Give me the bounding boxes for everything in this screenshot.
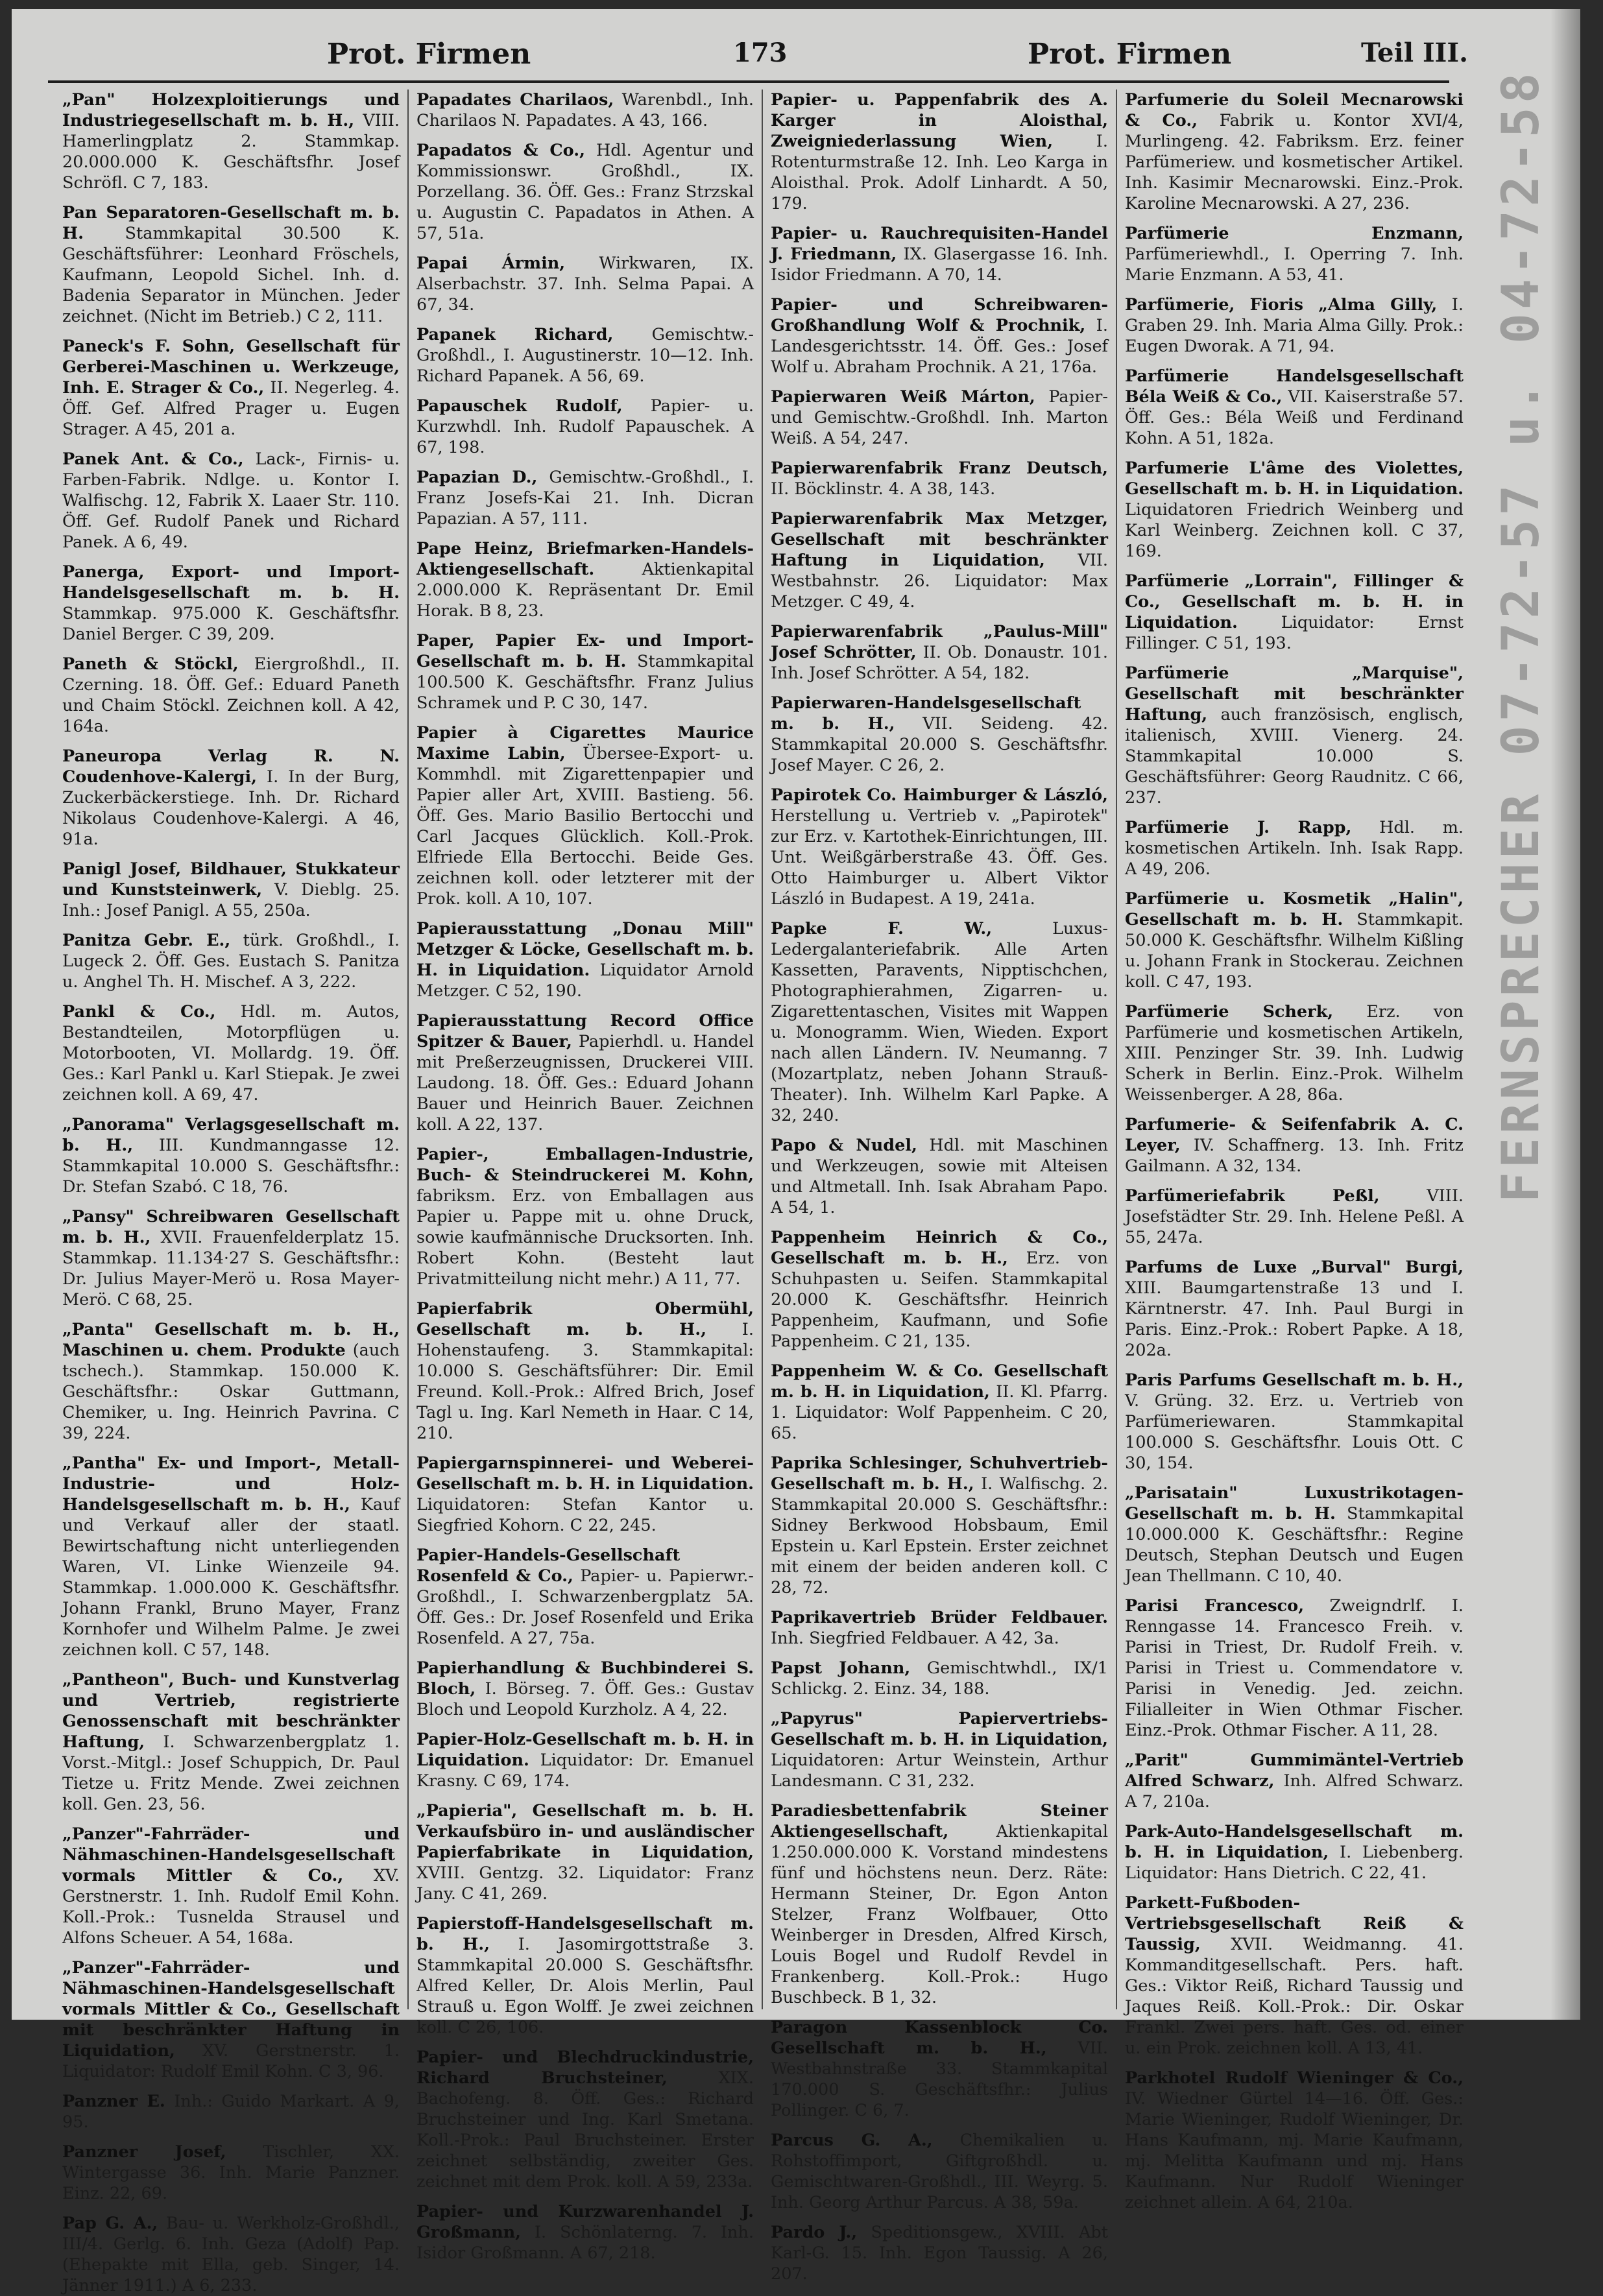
firm-name: „Parisatain" Luxustrikotagen-Gesellschaft m. b. H.	[1125, 1483, 1464, 1524]
firm-name: Papier à Cigarettes Maurice Maxime Labin,	[416, 723, 754, 763]
directory-entry	[416, 467, 754, 529]
firm-details: Inh. Siegfried Feldbauer. A 42, 3a.	[771, 1629, 1059, 1648]
firm-details: Liquidator Arnold Metzger. C 52, 190.	[416, 961, 754, 1001]
directory-entry	[62, 1001, 400, 1105]
directory-entry	[771, 508, 1108, 612]
firm-details: VIII. Hamerlingplatz 2. Stammkap. 20.000.000 K. Geschäftsfhr. Josef Schröfl. C 7, 183.	[62, 111, 400, 193]
directory-entry	[62, 1957, 400, 2082]
firm-details: Papier- u. Papierwr.-Großhdl., I. Schwarzenbergplatz 5A. Öff. Ges.: Dr. Josef Rosenfeld und Erika Rosenfeld. A 27, 75a.	[416, 1566, 754, 1648]
directory-entry	[416, 253, 754, 315]
directory-entry	[1125, 889, 1464, 992]
firm-name: Papier- u. Pappenfabrik des A. Karger in Aloisthal, Zweigniederlassung Wien,	[771, 90, 1108, 151]
directory-entry	[1125, 1001, 1464, 1105]
firm-details: VII. Westbahnstraße 33. Stammkapital 170.000 S. Geschäftsfhr.: Julius Pollinger. C 6, 7.	[771, 2039, 1108, 2120]
firm-name: Papauschek Rudolf,	[416, 396, 623, 416]
directory-entry	[771, 223, 1108, 285]
directory-entry	[416, 2047, 754, 2192]
firm-name: Papierausstattung Record Office Spitzer & Bauer,	[416, 1011, 754, 1051]
firm-name: Pankl & Co.,	[62, 1002, 216, 1022]
firm-name: Papst Johann,	[771, 1658, 911, 1678]
directory-entry	[62, 2213, 400, 2296]
firm-name: Papierstoff-Handelsgesellschaft m. b. H.,	[416, 1914, 754, 1954]
firm-name: Papier- und Schreibwaren-Großhandlung Wolf & Prochnik,	[771, 295, 1108, 335]
directory-entry	[771, 621, 1108, 684]
firm-details: XV. Gerstnerstr. 1. Liquidator: Rudolf Emil Kohn. C 3, 96.	[62, 2041, 400, 2081]
firm-name: Pappenheim Heinrich & Co., Gesellschaft m. b. H.,	[771, 1228, 1108, 1268]
firm-name: Papazian D.,	[416, 468, 538, 487]
directory-entry	[771, 1607, 1108, 1649]
directory-entry	[771, 1361, 1108, 1444]
directory-entry	[771, 458, 1108, 499]
firm-name: „Papyrus" Papiervertriebs-Gesellschaft m. b. H. in Liquidation,	[771, 1709, 1108, 1749]
directory-entry	[771, 785, 1108, 909]
firm-details: Tischler, XX. Wintergasse 36. Inh. Marie Panzner. Einz. 22, 69.	[62, 2142, 400, 2203]
firm-details: Papier- und Gemischtw.-Großhdl. Inh. Marton Weiß. A 54, 247.	[771, 387, 1108, 448]
firm-name: Papier-, Emballagen-Industrie, Buch- & Steindruckerei M. Kohn,	[416, 1145, 754, 1185]
page-edge-shadow	[1550, 9, 1580, 2020]
directory-entry	[1125, 663, 1464, 808]
firm-name: Parkhotel Rudolf Wieninger & Co.,	[1125, 2068, 1464, 2088]
firm-name: Paradiesbettenfabrik Steiner Aktiengesellschaft,	[771, 1801, 1108, 1841]
directory-entry	[416, 1144, 754, 1289]
firm-name: Papierwaren Weiß Márton,	[771, 387, 1035, 407]
firm-details: Inh. Alfred Schwarz. A 7, 210a.	[1125, 1771, 1464, 1812]
firm-name: Pappenheim W. & Co. Gesellschaft m. b. H. in Liquidation,	[771, 1361, 1108, 1402]
directory-entry	[771, 1135, 1108, 1218]
firm-name: Papadates Charilaos,	[416, 90, 614, 110]
directory-entry	[1125, 571, 1464, 654]
directory-entry	[62, 1824, 400, 1948]
directory-entry	[416, 1298, 754, 1444]
directory-entry	[771, 1800, 1108, 2008]
firm-name: Panitza Gebr. E.,	[62, 931, 231, 950]
firm-name: Parfümerie Enzmann,	[1125, 224, 1464, 243]
firm-details: türk. Großhdl., I. Lugeck 2. Öff. Ges. Eustach S. Panitza u. Anghel Th. H. Mischef. A 3, 222.	[62, 931, 400, 992]
directory-entry	[416, 723, 754, 909]
directory-entry	[1125, 366, 1464, 449]
directory-entry	[416, 1453, 754, 1536]
directory-entry	[62, 562, 400, 645]
directory-entry	[1125, 1186, 1464, 1248]
directory-entry	[771, 1453, 1108, 1598]
firm-name: Papier- u. Rauchrequisiten-Handel J. Friedmann,	[771, 224, 1108, 264]
directory-entry	[1125, 1370, 1464, 1474]
directory-entry	[62, 449, 400, 553]
directory-entry	[1125, 1750, 1464, 1812]
directory-entry	[416, 90, 754, 131]
entry-columns	[54, 90, 1471, 2295]
firm-details: VII. Westbahnstr. 26. Liquidator: Max Metzger. C 49, 4.	[771, 551, 1108, 612]
directory-entry	[1125, 294, 1464, 357]
firm-name: Papanek Richard,	[416, 325, 614, 344]
firm-details: III. Kundmanngasse 12. Stammkapital 10.000 S. Geschäftsfhr.: Dr. Stefan Szabó. C 18, 76.	[62, 1136, 400, 1197]
firm-details: V. Dieblg. 25. Inh.: Josef Panigl. A 55, 250a.	[62, 880, 400, 920]
firm-details: Inh.: Guido Markart. A 9, 95.	[62, 2092, 400, 2132]
firm-details: II. Negerleg. 4. Öff. Gef. Alfred Prager u. Eugen Strager. A 45, 201 a.	[62, 378, 400, 439]
firm-name: „Parit" Gummimäntel-Vertrieb Alfred Schwarz,	[1125, 1751, 1464, 1791]
firm-details: I. Schwarzenbergplatz 1. Vorst.-Mitgl.: Josef Schuppich, Dr. Paul Tietze u. Fritz Mende. Zwei zeichnen koll. Gen. 23, 56.	[62, 1732, 400, 1814]
directory-entry	[416, 1913, 754, 2038]
firm-name: Parfümerie u. Kosmetik „Halin", Gesellschaft m. b. H.	[1125, 889, 1464, 929]
firm-name: Papier- und Kurzwarenhandel J. Großmann,	[416, 2202, 754, 2242]
firm-details: II. Böcklinstr. 4. A 38, 143.	[771, 479, 996, 499]
firm-details: Eiergroßhdl., II. Czerning. 18. Öff. Gef.: Eduard Paneth und Chaim Stöckl. Zeichnen koll. A 42, 164a.	[62, 654, 400, 736]
directory-entry	[771, 2222, 1108, 2284]
directory-entry	[771, 1227, 1108, 1352]
firm-name: Panerga, Export- und Import-Handelsgesellschaft m. b. H.	[62, 562, 400, 603]
firm-details: Parfümeriewhdl., I. Operring 7. Inh. Marie Enzmann. A 53, 41.	[1125, 245, 1464, 285]
directory-entry	[1125, 1114, 1464, 1177]
firm-details: Übersee-Export- u. Kommhdl. mit Zigarettenpapier und Papier aller Art, XVIII. Bastieng. 56. Öff. Ges. Mario Basilio Bertocchi und Carl Jacques Glücklich. Koll.-Prok. Elfriede Ella Bertocchi. Beide Ges. zeichnen koll. oder letzterer mit der Prok. koll. A 10, 107.	[416, 744, 754, 909]
firm-details: Herstellung u. Vertrieb v. „Papirotek" zur Erz. v. Kartothek-Einrichtungen, III. Unt. Weißgärberstraße 43. Öff. Ges. Otto Haimburger u. Albert Viktor László in Budapest. A 19, 241a.	[771, 806, 1108, 909]
firm-name: Parfümerie J. Rapp,	[1125, 818, 1352, 837]
firm-name: Panzner Josef,	[62, 2142, 226, 2162]
firm-name: Papierausstattung „Donau Mill" Metzger & Löcke, Gesellschaft m. b. H. in Liquidation.	[416, 919, 754, 980]
directory-entry	[771, 1708, 1108, 1791]
firm-name: Parcus G. A.,	[771, 2131, 933, 2150]
firm-name: „Papieria", Gesellschaft m. b. H. Verkaufsbüro in- und ausländischer Papierfabrikate in Liquidation,	[416, 1801, 754, 1862]
firm-name: Paneth & Stöckl,	[62, 654, 239, 674]
firm-name: Papadatos & Co.,	[416, 141, 585, 160]
stamp-text: FERNSPRECHER 07-72-57 u. 04-72-58	[1492, 69, 1550, 1202]
firm-details: Gemischtwhdl., IX/1 Schlickg. 2. Einz. 34, 188.	[771, 1658, 1109, 1699]
firm-name: Paneuropa Verlag R. N. Coudenhove-Kalergi,	[62, 747, 400, 787]
directory-entry	[771, 918, 1108, 1126]
header-rule	[48, 80, 1449, 83]
firm-name: Paris Parfums Gesellschaft m. b. H.,	[1125, 1370, 1464, 1390]
directory-entry	[62, 1319, 400, 1444]
directory-entry	[62, 654, 400, 737]
firm-name: Papai Ármin,	[416, 254, 566, 273]
directory-entry	[416, 1545, 754, 1649]
directory-entry	[416, 140, 754, 244]
firm-name: Paper, Papier Ex- und Import-Gesellschaft m. b. H.	[416, 631, 754, 671]
firm-name: Papierwarenfabrik Franz Deutsch,	[771, 459, 1108, 478]
firm-name: Parfümeriefabrik Peßl,	[1125, 1186, 1380, 1206]
firm-name: Parfumerie du Soleil Mecnarowski & Co.,	[1125, 90, 1464, 130]
firm-name: „Panorama" Verlagsgesellschaft m. b. H.,	[62, 1115, 400, 1155]
firm-details: XVII. Frauenfelderplatz 15. Stammkap. 11.134·27 S. Geschäftsfhr.: Dr. Julius Mayer-Merö u. Rosa Mayer-Merö. C 68, 25.	[62, 1228, 400, 1309]
directory-entry	[1125, 1483, 1464, 1586]
firm-name: Parfümerie „Lorrain", Fillinger & Co., Gesellschaft m. b. H. in Liquidation.	[1125, 571, 1464, 632]
firm-name: Parkett-Fußboden-Vertriebsgesellschaft Reiß & Taussig,	[1125, 1893, 1464, 1954]
directory-entry	[1125, 1821, 1464, 1883]
firm-name: Parisi Francesco,	[1125, 1596, 1305, 1616]
firm-details: Aktienkapital 2.000.000 K. Repräsentant Dr. Emil Horak. B 8, 23.	[416, 560, 754, 621]
firm-name: Papirotek Co. Haimburger & László,	[771, 785, 1108, 805]
firm-name: Parfümerie Scherk,	[1125, 1002, 1334, 1022]
firm-details: fabriksm. Erz. von Emballagen aus Papier u. Pappe mit u. ohne Druck, sowie kaufmännische Drucksorten. Inh. Robert Kohn. (Besteht laut Privatmitteilung nicht mehr.) A 11, 77.	[416, 1186, 754, 1289]
firm-details: Wirkwaren, IX. Alserbachstr. 37. Inh. Selma Papai. A 67, 34.	[416, 254, 754, 315]
firm-details: Luxus-Ledergalanteriefabrik. Alle Arten Kassetten, Paravents, Nipptischchen, Photographierahmen, Zigarren- u. Zigarettentaschen, Visites mit Wappen u. Monogramm. Wien, Wieden. Export nach allen Ländern. IV. Neumanng. 7 (Mozartplatz, neben Johann Strauß-Theater). Inh. Wilhelm Karl Papke. A 32, 240.	[771, 919, 1108, 1125]
directory-entry	[771, 387, 1108, 449]
firm-name: „Panzer"-Fahrräder- und Nähmaschinen-Handelsgesellschaft vormals Mittler & Co., Gesellschaft mit beschränkter Haftung in Liquidation,	[62, 1958, 400, 2061]
directory-entry	[62, 1206, 400, 1310]
firm-details: Zweigndrlf. I. Renngasse 14. Francesco Freih. v. Parisi in Triest, Dr. Rudolf Freih. v. Parisi in Triest u. Commendatore v. Parisi in Venedig. Jed. zeichn. Filialleiter in Wien Othmar Fischer. Einz.-Prok. Othmar Fischer. A 11, 28.	[1125, 1596, 1464, 1740]
firm-details: Erz. von Parfümerie und kosmetischen Artikeln, XIII. Penzinger Str. 39. Inh. Ludwig Scherk in Berlin. Einz.-Prok. Wilhelm Weissenberger. A 28, 86a.	[1125, 1002, 1464, 1105]
firm-name: „Pantha" Ex- und Import-, Metall-Industrie- und Holz-Handelsgesellschaft m. b. H.,	[62, 1453, 400, 1514]
firm-name: „Pantheon", Buch- und Kunstverlag und Vertrieb, registrierte Genossenschaft mit beschränkter Haftung,	[62, 1670, 400, 1752]
firm-details: Warenbdl., Inh. Charilaos N. Papadates. A 43, 166.	[416, 90, 754, 130]
directory-entry	[416, 396, 754, 458]
firm-name: Papierwaren-Handelsgesellschaft m. b. H.,	[771, 693, 1081, 734]
page-header	[12, 9, 1580, 82]
firm-name: Papierfabrik Obermühl, Gesellschaft m. b. H.,	[416, 1299, 754, 1339]
directory-entry	[62, 859, 400, 921]
firm-name: Parfums de Luxe „Burval" Burgi,	[1125, 1258, 1464, 1277]
firm-name: Paprikavertrieb Brüder Feldbauer.	[771, 1608, 1108, 1627]
firm-details: I. Börseg. 7. Öff. Ges.: Gustav Bloch und Leopold Kurzholz. A 4, 22.	[416, 1679, 754, 1719]
firm-name: Papier- und Blechdruckindustrie, Richard Bruchsteiner,	[416, 2048, 754, 2088]
firm-details: I. Rotenturmstraße 12. Inh. Leo Karga in Aloisthal. Prok. Adolf Linhardt. A 50, 179.	[771, 132, 1108, 213]
firm-details: auch französisch, englisch, italienisch, XVIII. Vienerg. 24. Stammkapital 10.000 S. Geschäftsführer: Georg Raudnitz. C 66, 237.	[1125, 705, 1464, 807]
firm-details: IV. Schaffnerg. 13. Inh. Fritz Gailmann. A 32, 134.	[1125, 1136, 1464, 1176]
directory-entry	[62, 2091, 400, 2133]
firm-name: Paprika Schlesinger, Schuhvertrieb-Gesellschaft m. b. H.,	[771, 1453, 1108, 1494]
firm-name: „Pansy" Schreibwaren Gesellschaft m. b. H.,	[62, 1207, 400, 1247]
firm-details: Speditionsgew., XVIII. Abt Karl-G. 15. Inh. Egon Taussig. A 26, 207.	[771, 2223, 1108, 2284]
firm-details: Stammkapital 30.500 K. Geschäftsführer: Leonhard Fröschels, Kaufmann, Leopold Sichel. Inh. d. Badenia Separator in München. Jeder zeichnet. (Nicht im Betrieb.) C 2, 111.	[62, 224, 400, 326]
firm-details: I. Liebenberg. Liquidator: Hans Dietrich. C 22, 41.	[1125, 1843, 1464, 1883]
directory-entry	[1125, 817, 1464, 879]
firm-details: Hdl. m. kosmetischen Artikeln. Inh. Isak Rapp. A 49, 206.	[1125, 818, 1464, 879]
firm-details: XVIII. Gentzg. 32. Liquidator: Franz Jany. C 41, 269.	[416, 1863, 754, 1904]
section-label: Teil III.	[1361, 38, 1468, 68]
firm-details: Liquidator: Dr. Emanuel Krasny. C 69, 174.	[416, 1751, 754, 1791]
firm-details: Chemikalien u. Rohstoffimport, Giftgroßhdl. u. Gemischtwaren-Großhdl., III. Weyrg. 5. Inh. Georg Arthur Parcus. A 38, 59a.	[771, 2131, 1108, 2212]
firm-name: Panek Ant. & Co.,	[62, 449, 244, 469]
firm-name: Papke F. W.,	[771, 919, 993, 939]
directory-page	[12, 9, 1580, 2295]
firm-details: IV. Wiedner Gürtel 14—16. Öff. Ges.: Marie Wieninger, Rudolf Wieninger, Dr. Hans Kaufmann, mj. Marie Kaufmann, mj. Melitta Kaufmann und mj. Hans Kaufmann. Nur Rudolf Wieninger zeichnet allein. A 64, 210a.	[1125, 2089, 1464, 2212]
directory-entry	[1125, 1257, 1464, 1361]
firm-details: VII. Kaiserstraße 57. Öff. Ges.: Béla Weiß und Ferdinand Kohn. A 51, 182a.	[1125, 387, 1464, 448]
firm-details: I. Jasomirgottstraße 3. Stammkapital 20.000 S. Geschäftsfhr. Alfred Keller, Dr. Alois Merlin, Paul Strauß u. Egon Wolff. Je zwei zeichnen koll. C 26, 106.	[416, 1935, 754, 2037]
firm-details: (auch tschech.). Stammkap. 150.000 K. Geschäftsfhr.: Oskar Guttmann, Chemiker, u. Ing. Heinrich Pavrina. C 39, 224.	[62, 1341, 400, 1443]
firm-name: Papierwarenfabrik Max Metzger, Gesellschaft mit beschränkter Haftung in Liquidation,	[771, 509, 1108, 570]
firm-name: „Panta" Gesellschaft m. b. H., Maschinen u. chem. Produkte	[62, 1320, 400, 1360]
directory-entry	[62, 2142, 400, 2204]
firm-details: Bau- u. Werkholz-Großhdl., III/4. Gerlg. 6. Inh. Geza (Adolf) Pap. (Ehepakte mit Ella, geb. Singer, 14. Jänner 1911.) A 6, 233.	[62, 2214, 400, 2295]
column-1	[54, 90, 409, 2295]
firm-name: Papier-Holz-Gesellschaft m. b. H. in Liquidation.	[416, 1730, 754, 1770]
directory-entry	[416, 630, 754, 713]
firm-name: Papo & Nudel,	[771, 1136, 917, 1155]
firm-name: Papierwarenfabrik „Paulus-Mill" Josef Schrötter,	[771, 622, 1108, 662]
firm-name: Papier-Handels-Gesellschaft Rosenfeld & Co.,	[416, 1546, 681, 1586]
firm-name: Paneck's F. Sohn, Gesellschaft für Gerberei-Maschinen u. Werkzeuge, Inh. E. Strager & Co.,	[62, 337, 400, 398]
running-head-left: Prot. Firmen	[327, 38, 531, 71]
directory-entry	[771, 90, 1108, 214]
firm-details: Papierhdl. u. Handel mit Preßerzeugnissen, Druckerei VIII. Laudong. 18. Öff. Ges.: Eduard Johann Bauer und Heinrich Bauer. Zeichnen koll. A 22, 137.	[416, 1032, 754, 1134]
firm-details: Gemischtw.-Großhdl., I. Augustinerstr. 10—12. Inh. Richard Papanek. A 56, 69.	[416, 325, 754, 386]
directory-entry	[416, 1010, 754, 1135]
firm-details: Aktienkapital 1.250.000.000 K. Vorstand mindestens fünf und höchstens neun. Derz. Räte: Hermann Steiner, Dr. Egon Anton Stelzer, Franz Wolfbauer, Otto Weinberger in Dresden, Alfred Kirsch, Louis Bogel und Rudolf Revdel in Frankenberg. Koll.-Prok.: Hugo Buschbeck. B 1, 32.	[771, 1822, 1108, 2007]
directory-entry	[62, 1669, 400, 1815]
firm-details: IX. Glasergasse 16. Inh. Isidor Friedmann. A 70, 14.	[771, 245, 1108, 285]
firm-name: Parfümerie, Fioris „Alma Gilly,	[1125, 295, 1438, 315]
column-3	[763, 90, 1117, 2284]
directory-entry	[416, 2201, 754, 2264]
firm-details: I. Schönlaterng. 7. Inh. Isidor Großmann. A 67, 218.	[416, 2223, 754, 2263]
directory-entry	[1125, 1893, 1464, 2059]
directory-entry	[62, 90, 400, 193]
firm-name: „Pan" Holzexploitierungs und Industriegesellschaft m. b. H.,	[62, 90, 400, 130]
firm-details: Hdl. mit Maschinen und Werkzeugen, sowie mit Alteisen und Altmetall. Inh. Isak Abraham Papo. A 54, 1.	[771, 1136, 1108, 1217]
firm-name: Parfumerie- & Seifenfabrik A. C. Leyer,	[1125, 1115, 1464, 1155]
firm-details: Liquidatoren: Stefan Kantor u. Siegfried Kohorn. C 22, 245.	[416, 1495, 754, 1535]
firm-details: I. In der Burg, Zuckerbäckerstiege. Inh. Dr. Richard Nikolaus Coudenhove-Kalergi. A 46, 91a.	[62, 767, 400, 849]
firm-details: Stammkap. 975.000 K. Geschäftsfhr. Daniel Berger. C 39, 209.	[62, 604, 400, 644]
firm-details: Liquidator: Ernst Fillinger. C 51, 193.	[1125, 613, 1464, 653]
firm-details: Hdl. m. Autos, Bestandteilen, Motorpflügen u. Motorbooten, VI. Mollardg. 19. Öff. Ges.: Karl Pankl u. Karl Stiepak. Je zwei zeichnen koll. A 69, 47.	[62, 1002, 400, 1105]
directory-entry	[416, 1800, 754, 1904]
directory-entry	[416, 538, 754, 621]
directory-entry	[416, 1729, 754, 1791]
directory-entry	[416, 1658, 754, 1720]
page-number: 173	[733, 38, 788, 68]
directory-entry	[1125, 90, 1464, 214]
firm-details: I. Landesgerichtsstr. 14. Öff. Ges.: Josef Wolf u. Abraham Prochnik. A 21, 176a.	[771, 316, 1108, 377]
running-head-right: Prot. Firmen	[1028, 38, 1232, 71]
firm-details: Gemischtw.-Großhdl., I. Franz Josefs-Kai 21. Inh. Dicran Papazian. A 57, 111.	[416, 468, 754, 529]
firm-details: VII. Seideng. 42. Stammkapital 20.000 S. Geschäftsfhr. Josef Mayer. C 26, 2.	[771, 714, 1108, 775]
directory-entry	[771, 2130, 1108, 2213]
firm-details: Stammkapital 10.000.000 K. Geschäftsfhr.: Regine Deutsch, Stephan Deutsch und Eugen Jean Thellmann. C 10, 40.	[1125, 1504, 1464, 1586]
firm-details: Liquidatoren Friedrich Weinberg und Karl Weinberg. Zeichnen koll. C 37, 169.	[1125, 500, 1464, 561]
firm-name: Parfümerie „Marquise", Gesellschaft mit beschränkter Haftung,	[1125, 664, 1464, 724]
firm-name: Pap G. A.,	[62, 2214, 158, 2233]
firm-name: Parfümerie Handelsgesellschaft Béla Weiß & Co.,	[1125, 366, 1464, 407]
firm-details: XIX. Bachofeng. 8. Öff. Ges.: Richard Bruchsteiner und Ing. Karl Smetana. Koll.-Prok.: Paul Bruchsteiner. Erster zeichnet selbständig, zweiter Ges. zeichnet mit dem Prok. koll. A 59, 233a.	[416, 2068, 754, 2192]
firm-details: Fabrik u. Kontor XVI/4, Murlingeng. 42. Fabriksm. Erz. feiner Parfümeriew. und kosmetischer Artikel. Inh. Kasimir Mecnarowski. Einz.-Prok. Karoline Mecnarowski. A 27, 236.	[1125, 111, 1464, 213]
firm-name: Paragon Kassenblock Co. Gesellschaft m. b. H.,	[771, 2018, 1108, 2058]
firm-name: Pardo J.,	[771, 2223, 858, 2242]
column-4	[1117, 90, 1471, 2212]
firm-details: I. Hohenstaufeng. 3. Stammkapital: 10.000 S. Geschäftsführer: Dir. Emil Freund. Koll.-Prok.: Alfred Brich, Josef Tagl u. Ing. Karl Nemeth in Haar. C 14, 210.	[416, 1320, 754, 1443]
directory-entry	[62, 202, 400, 327]
firm-name: Papiergarnspinnerei- und Weberei-Gesellschaft m. b. H. in Liquidation.	[416, 1453, 754, 1494]
firm-details: Lack-, Firnis- u. Farben-Fabrik. Ndlge. u. Kontor I. Walfischg. 12, Fabrik X. Laaer Str. 110. Öff. Gef. Rudolf Panek und Richard Panek. A 6, 49.	[62, 449, 400, 552]
firm-name: Parfumerie L'âme des Violettes, Gesellschaft m. b. H. in Liquidation.	[1125, 459, 1464, 499]
firm-details: XIII. Baumgartenstraße 13 und I. Kärntnerstr. 47. Inh. Paul Burgi in Paris. Einz.-Prok.: Robert Papke. A 18, 202a.	[1125, 1278, 1464, 1360]
firm-details: Kauf und Verkauf aller der staatl. Bewirtschaftung nicht unterliegenden Waren, VI. Linke Wienzeile 94. Stammkap. 1.000.000 K. Geschäftsfhr. Johann Frankl, Bruno Mayer, Franz Kornhofer und Wilhelm Palme. Je zwei zeichnen koll. C 57, 148.	[62, 1495, 400, 1660]
firm-name: Pape Heinz, Briefmarken-Handels-Aktiengesellschaft.	[416, 539, 754, 579]
firm-name: Papierhandlung & Buchbinderei S. Bloch,	[416, 1658, 754, 1699]
directory-entry	[1125, 458, 1464, 562]
directory-entry	[62, 1453, 400, 1660]
directory-entry	[1125, 1596, 1464, 1741]
firm-details: VIII. Josefstädter Str. 29. Inh. Helene Peßl. A 55, 247a.	[1125, 1186, 1464, 1247]
firm-name: „Panzer"-Fahrräder- und Nähmaschinen-Handelsgesellschaft vormals Mittler & Co.,	[62, 1824, 400, 1885]
directory-entry	[771, 2017, 1108, 2121]
firm-details: Stammkapit. 50.000 K. Geschäftsfhr. Wilhelm Kißling u. Johann Frank in Stockerau. Zeichnen koll. C 47, 193.	[1125, 910, 1464, 992]
firm-name: Panzner E.	[62, 2092, 165, 2111]
directory-entry	[62, 336, 400, 440]
column-2	[409, 90, 763, 2263]
firm-name: Park-Auto-Handelsgesellschaft m. b. H. in Liquidation,	[1125, 1822, 1464, 1862]
firm-details: Hdl. Agentur und Kommissionswr. Großhdl., IX. Porzellang. 36. Öff. Ges.: Franz Strzskal u. Augustin C. Papadatos in Athen. A 57, 51a.	[416, 141, 754, 243]
directory-entry	[771, 693, 1108, 776]
firm-name: Panigl Josef, Bildhauer, Stukkateur und Kunststeinwerk,	[62, 859, 400, 900]
firm-details: II. Kl. Pfarrg. 1. Liquidator: Wolf Pappenheim. C 20, 65.	[771, 1382, 1108, 1443]
directory-entry	[771, 1658, 1108, 1699]
firm-details: Stammkapital 100.500 K. Geschäftsfhr. Franz Julius Schramek und P. C 30, 147.	[416, 652, 754, 713]
directory-entry	[62, 746, 400, 850]
firm-details: II. Ob. Donaustr. 101. Inh. Josef Schrötter. A 54, 182.	[771, 643, 1108, 683]
firm-details: I. Walfischg. 2. Stammkapital 20.000 S. Geschäftsfhr.: Sidney Berkwood Hobsbaum, Emil Epstein u. Karl Epstein. Erster zeichnet mit einem der beiden anderen koll. C 28, 72.	[771, 1474, 1109, 1597]
firm-details: Papier- u. Kurzwhdl. Inh. Rudolf Papauschek. A 67, 198.	[416, 396, 754, 457]
firm-details: XVII. Weidmanng. 41. Kommanditgesellschaft. Pers. haft. Ges.: Viktor Reiß, Richard Taussig und Jaques Reiß. Koll.-Prok.: Dir. Oskar Frankl. Zwei pers. haft. Ges. od. einer u. ein Prok. zeichnen koll. A 13, 41.	[1125, 1935, 1464, 2058]
firm-details: Liquidatoren: Artur Weinstein, Arthur Landesmann. C 31, 232.	[771, 1751, 1108, 1791]
firm-details: I. Graben 29. Inh. Maria Alma Gilly. Prok.: Eugen Dworak. A 71, 94.	[1125, 295, 1464, 356]
directory-entry	[771, 294, 1108, 377]
directory-entry	[416, 324, 754, 387]
firm-details: V. Grüng. 32. Erz. u. Vertrieb von Parfümeriewaren. Stammkapital 100.000 S. Geschäftsfhr. Louis Ott. C 30, 154.	[1125, 1391, 1464, 1473]
directory-entry	[62, 1114, 400, 1197]
directory-entry	[1125, 223, 1464, 285]
firm-details: XV. Gerstnerstr. 1. Inh. Rudolf Emil Kohn. Koll.-Prok.: Tusnelda Strausel und Alfons Scheuer. A 54, 168a.	[62, 1866, 400, 1948]
firm-details: Erz. von Schuhpasten u. Seifen. Stammkapital 20.000 K. Geschäftsfhr. Heinrich Pappenheim, Kaufmann, und Sofie Pappenheim. C 21, 135.	[771, 1249, 1108, 1351]
firm-name: Pan Separatoren-Gesellschaft m. b. H.	[62, 203, 400, 243]
directory-entry	[62, 930, 400, 992]
directory-entry	[416, 918, 754, 1001]
directory-entry	[1125, 2068, 1464, 2213]
